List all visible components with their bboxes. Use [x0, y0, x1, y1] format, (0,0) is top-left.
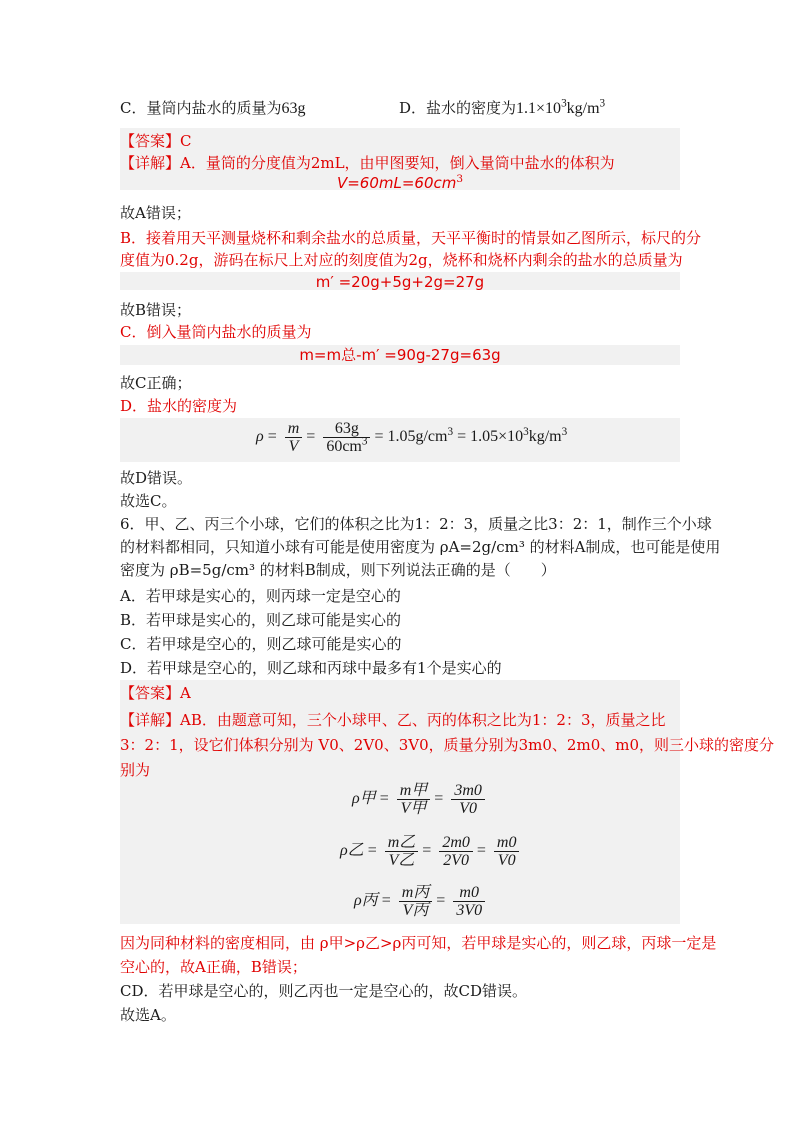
q6-eq-bing-n1: m丙 [399, 884, 433, 902]
q6-detail-2: 3：2：1，设它们体积分别为 V0、2V0、3V0，质量分别为3m0、2m0、m0，则三小球的密度分 [120, 736, 775, 754]
q6-eq-jia-lhs: ρ甲 [352, 790, 376, 808]
q5-conclusion-b: 故B错误； [120, 301, 192, 319]
q6-option-d: D．若甲球是空心的，则乙球和丙球中最多有1个是实心的 [120, 659, 502, 677]
q6-eq-bing-n2: m0 [453, 884, 485, 902]
q5-conclusion-d: 故D错误。 [120, 469, 193, 487]
q6-eq-bing-lhs: ρ丙 [354, 892, 378, 910]
q5-eq4-r2-unit-exp: 3 [561, 425, 568, 438]
q6-stem-2: 的材料都相同，只知道小球有可能是使用密度为 ρA=2g/cm³ 的材料A制成，也可能是使用 [120, 538, 721, 556]
q6-eq-yi: ρ乙 = $\frac{\text{m乙}}{\text{V乙}}$ = $\frac{2m0}{2V0}$ = $\frac{m0}{V0}$ [340, 834, 523, 869]
q5-eq4-frac2 [323, 420, 370, 455]
q5-conclusion-c: 故C正确； [120, 374, 192, 392]
q5-eq4-rho: ρ [256, 428, 264, 446]
q6-eq-jia-n2: 3m0 [451, 782, 485, 800]
q5-option-c-value: 63g [281, 100, 306, 117]
q5-eq4-f2-den-exp: 3 [361, 435, 368, 448]
q6-eq-jia-frac2 [451, 782, 485, 817]
q5-option-d-value: 1.1×10 [516, 100, 562, 117]
q6-eq-yi-d3: V0 [497, 852, 516, 869]
q5-detail-a: 【详解】A．量筒的分度值为2mL，由甲图要知，倒入量筒中盐水的体积为 [120, 154, 615, 172]
q6-eq-yi-n1: m乙 [385, 834, 419, 852]
q6-reason-3: CD．若甲球是空心的，则乙丙也一定是空心的，故CD错误。 [120, 982, 528, 1000]
q6-eq-jia-frac1 [397, 782, 431, 817]
q6-eq-yi-frac3 [494, 834, 520, 869]
q5-eq4-r2-exp: 3 [523, 425, 529, 438]
q6-reason-2: 空心的，故A正确，B错误； [120, 958, 307, 976]
q6-eq-bing-frac2 [453, 884, 485, 919]
q5-final: 故选C。 [120, 492, 177, 510]
q5-eq4-f1-num: m [285, 420, 303, 438]
q6-eq-jia-n1: m甲 [397, 782, 431, 800]
q6-eq-yi-frac1 [385, 834, 419, 869]
q6-eq-yi-d1: V乙 [388, 852, 415, 869]
q5-detail-b1: B．接着用天平测量烧杯和剩余盐水的总质量，天平平衡时的情景如乙图所示，标尺的分 [120, 229, 702, 247]
q5-eq1 [120, 173, 680, 193]
q5-detail-d: D．盐水的密度为 [120, 397, 238, 415]
q6-eq-yi-n2: 2m0 [439, 834, 473, 852]
q5-eq4-f2-num: 63g [323, 420, 370, 438]
q6-eq-jia-d1: V甲 [400, 800, 427, 817]
q5-eq4-frac1 [285, 420, 303, 455]
q6-option-c: C．若甲球是空心的，则乙球可能是实心的 [120, 635, 402, 653]
q6-final: 故选A。 [120, 1006, 176, 1024]
q6-stem-3: 密度为 ρB=5g/cm³ 的材料B制成，则下列说法正确的是（ ） [120, 561, 556, 579]
q6-eq-jia-d2: V0 [459, 800, 477, 817]
q5-eq4: ρ = $\frac{m}{V}$ = $\frac{63g}{60cm^3}$ = $1.05g/cm^3 = 1.05\times 10^3kg/m^3$ [256, 420, 568, 455]
q6-eq-yi-frac2 [439, 834, 473, 869]
q5-eq4-r2-unit: kg/m [528, 428, 562, 446]
q6-eq-bing-frac1 [399, 884, 433, 919]
q6-detail-3: 别为 [120, 761, 151, 779]
q6-answer: 【答案】A [120, 684, 191, 702]
q5-option-d-exp: 3 [561, 97, 567, 110]
q6-option-b: B．若甲球是实心的，则乙球可能是实心的 [120, 611, 402, 629]
q5-option-d-unit: kg/m [566, 100, 600, 117]
q6-eq-bing-d2: 3V0 [456, 902, 483, 919]
q6-option-a: A．若甲球是实心的，则丙球一定是空心的 [120, 587, 401, 605]
q5-eq4-r1-exp: 3 [447, 425, 454, 438]
q5-eq4-r1: 1.05g/cm [387, 428, 448, 446]
q5-answer: 【答案】C [120, 132, 192, 150]
q6-stem-1: 6．甲、乙、丙三个小球，它们的体积之比为1：2：3，质量之比3：2：1，制作三个小球 [120, 515, 712, 533]
q6-eq-bing: ρ丙 = $\frac{\text{m丙}}{\text{V丙}}$ = $\frac{m0}{3V0}$ [354, 884, 489, 919]
q5-eq4-f1-den: V [288, 438, 299, 455]
q5-option-d [399, 98, 605, 119]
q5-detail-c: C．倒入量筒内盐水的质量为 [120, 323, 312, 341]
q5-eq3: m=m总-m′ =90g-27g=63g [299, 346, 501, 364]
q6-reason-1: 因为同种材料的密度相同，由 ρ甲>ρ乙>ρ丙可知，若甲球是实心的，则乙球，丙球一定是 [120, 934, 717, 952]
q6-eq-yi-d2: 2V0 [443, 852, 469, 869]
q5-option-d-text: D．盐水的密度为 [399, 99, 517, 117]
q5-option-c-text: C．量筒内盐水的质量为 [120, 99, 282, 117]
q5-eq4-r2: 1.05×10 [470, 428, 524, 446]
q5-eq1-text: V=60mL=60cm [336, 174, 457, 192]
q6-detail-1: 【详解】AB．由题意可知，三个小球甲、乙、丙的体积之比为1：2：3，质量之比 [120, 711, 666, 729]
q6-eq-yi-n3: m0 [494, 834, 520, 852]
q5-conclusion-a: 故A错误； [120, 204, 191, 222]
q5-detail-b2: 度值为0.2g，游码在标尺上对应的刻度值为2g，烧杯和烧杯内剩余的盐水的总质量为 [120, 251, 683, 269]
q6-eq-jia: ρ甲 = $\frac{\text{m甲}}{\text{V甲}}$ = $\frac{3m0}{V0}$ [352, 782, 489, 817]
q6-eq-bing-d1: V丙 [402, 902, 429, 919]
q5-option-d-unit-exp: 3 [599, 97, 606, 110]
q5-eq1-exp: 3 [456, 173, 464, 185]
q5-option-c [120, 98, 305, 119]
q5-eq4-f2-den: 60cm [326, 438, 362, 455]
q6-eq-yi-lhs: ρ乙 [340, 842, 364, 860]
q5-eq2: m′ =20g+5g+2g=27g [315, 273, 485, 291]
